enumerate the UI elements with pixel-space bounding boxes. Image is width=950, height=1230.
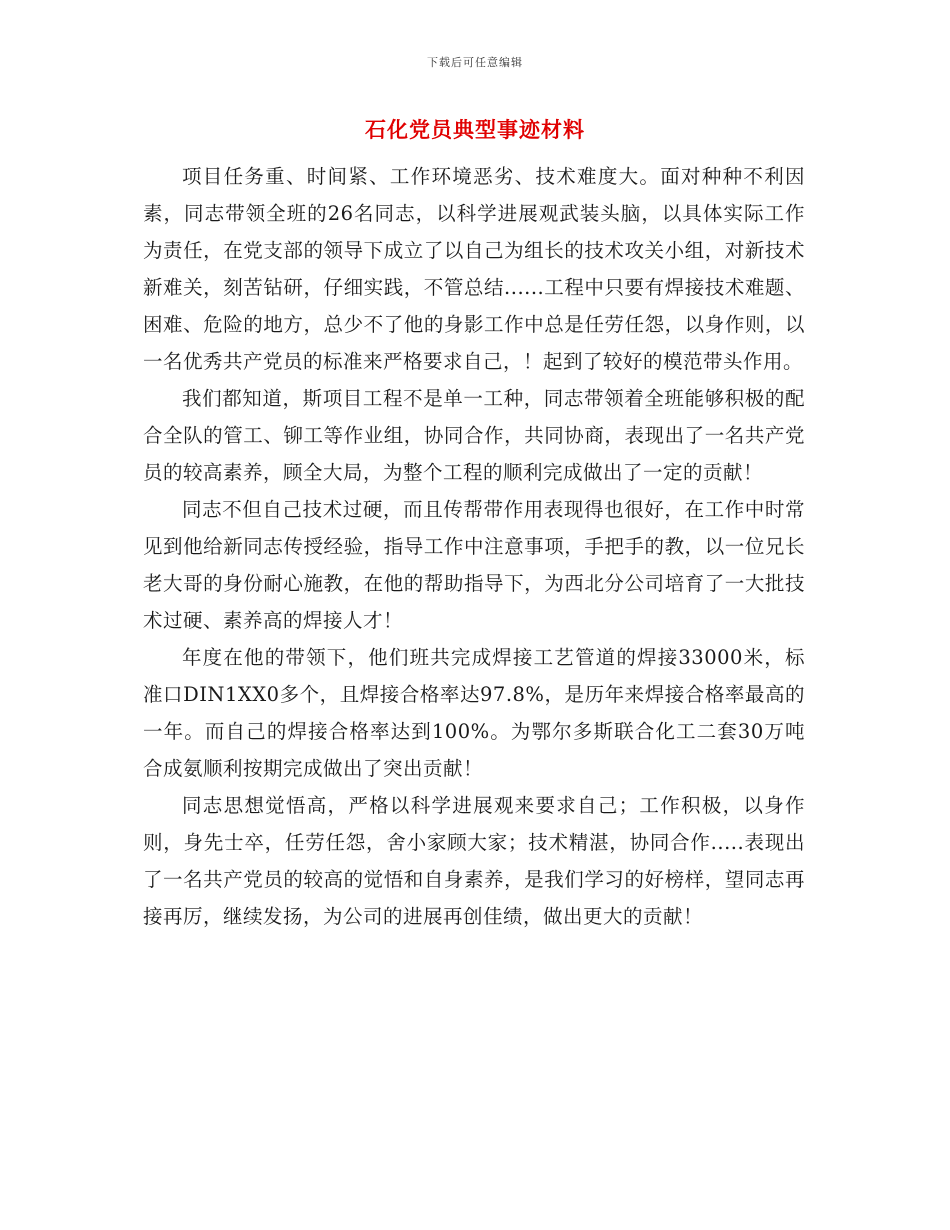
paragraph: 同志不但自己技术过硬，而且传帮带作用表现得也很好，在工作中时常见到他给新同志传授经验，指导工作中注意事项，手把手的教，以一位兄长老大哥的身份耐心施教，在他的帮助指导下，为西北分公司培育了一大批技术过硬、素养高的焊接人才！ <box>143 498 805 632</box>
paragraph: 同志思想觉悟高，严格以科学进展观来要求自己；工作积极，以身作则，身先士卒，任劳任怨，舍小家顾大家；技术精湛，协同合作.....表现出了一名共产党员的较高的觉悟和自身素养，是我们学习的好榜样，望同志再接再厉，继续发扬，为公司的进展再创佳绩，做出更大的贡献！ <box>143 794 805 928</box>
paragraph: 我们都知道，斯项目工程不是单一工种，同志带领着全班能够积极的配合全队的管工、铆工等作业组，协同合作，共同协商，表现出了一名共产党员的较高素养，顾全大局，为整个工程的顺利完成做出了一定的贡献！ <box>143 387 805 484</box>
paragraph: 年度在他的带领下，他们班共完成焊接工艺管道的焊接33000米，标准口DIN1XX0多个，且焊接合格率达97.8%，是历年来焊接合格率最高的一年。而自己的焊接合格率达到100%。为鄂尔多斯联合化工二套30万吨合成氨顺利按期完成做出了突出贡献！ <box>143 646 805 780</box>
paragraph: 项目任务重、时间紧、工作环境恶劣、技术难度大。面对种种不利因素，同志带领全班的26名同志，以科学进展观武装头脑，以具体实际工作为责任，在党支部的领导下成立了以自己为组长的技术攻关小组，对新技术新难关，刻苦钻研，仔细实践，不管总结......工程中只要有焊接技术难题、困难、危险的地方，总少不了他的身影工作中总是任劳任怨，以身作则，以一名优秀共产党员的标准来严格要求自己，！起到了较好的模范带头作用。 <box>143 165 805 373</box>
document-title: 石化党员典型事迹材料 <box>365 117 585 142</box>
document-body <box>143 158 805 935</box>
page-header: 下载后可任意编辑 <box>427 56 523 69</box>
